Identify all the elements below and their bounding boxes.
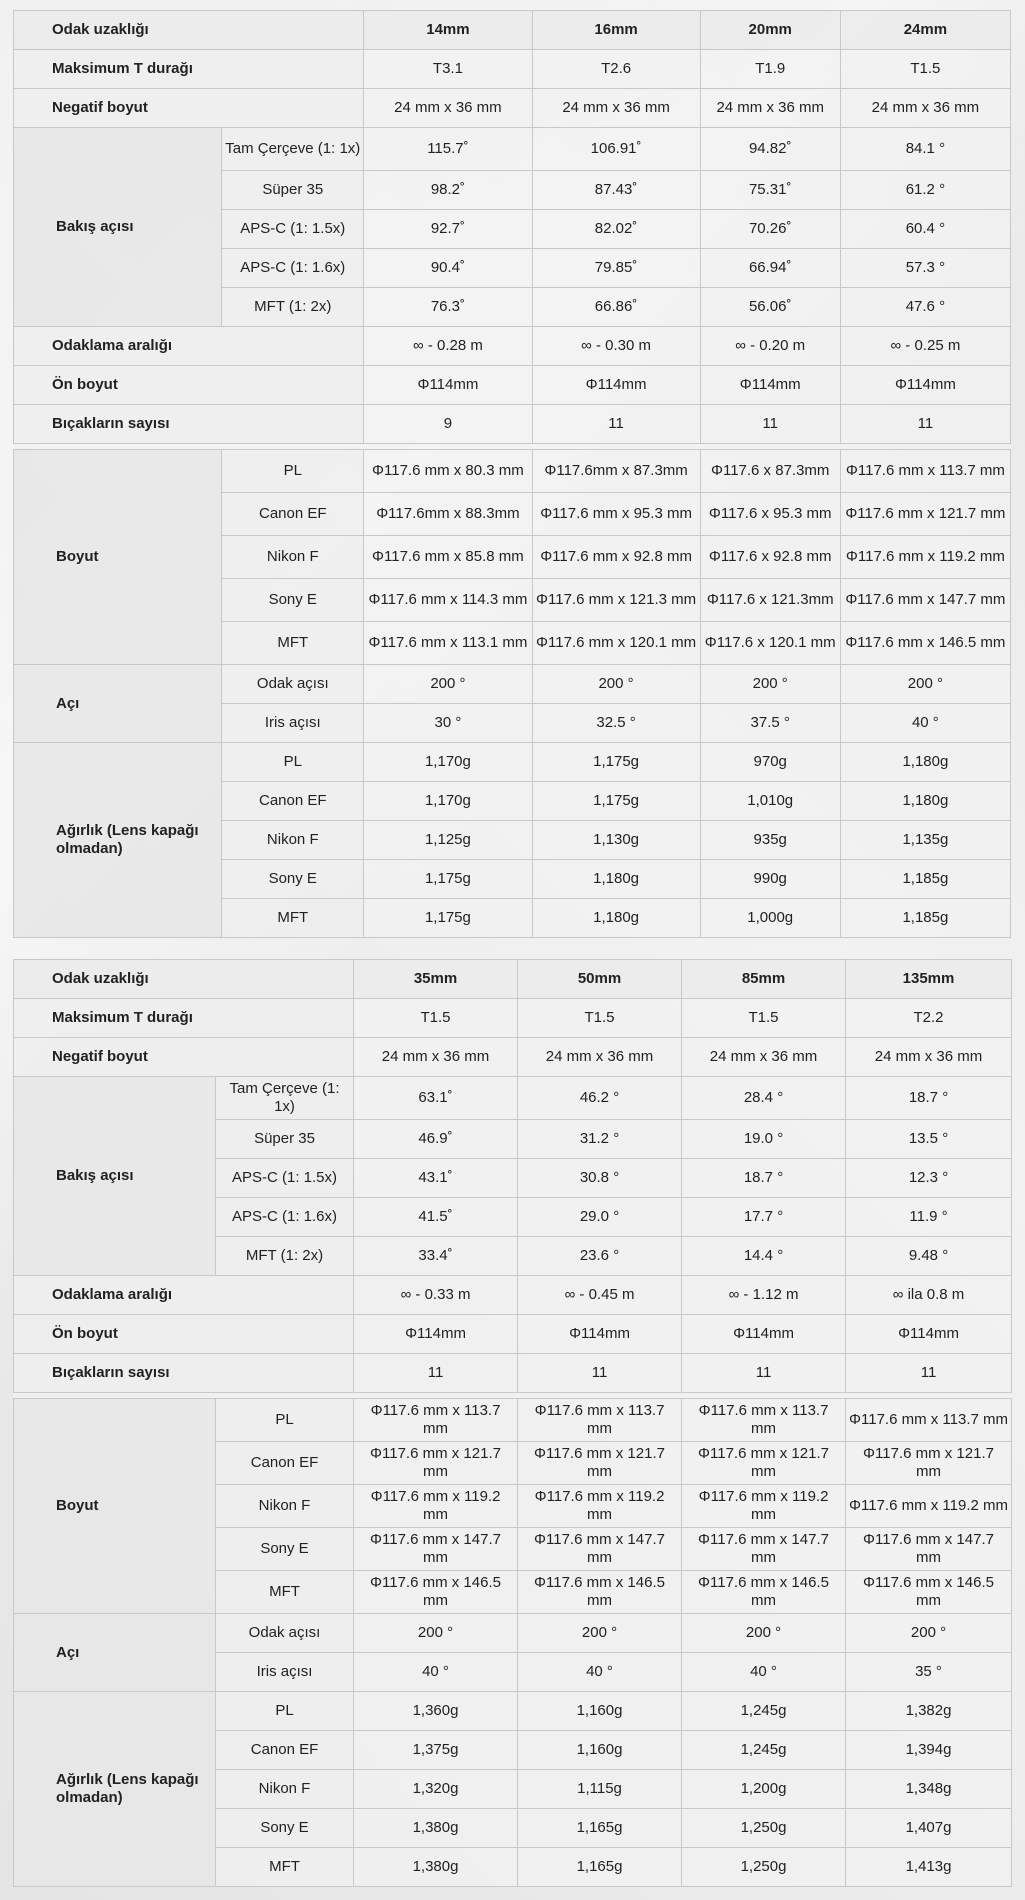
group-label-angle: Açı [14, 665, 222, 743]
cell: 1,407g [846, 1809, 1012, 1848]
focal-length-header: Odak uzaklığı [14, 11, 364, 50]
cell: 24 mm x 36 mm [364, 89, 532, 128]
cell: 40 ° [518, 1653, 682, 1692]
cell: 1,115g [518, 1770, 682, 1809]
cell: T1.5 [682, 999, 846, 1038]
cell: 1,348g [846, 1770, 1012, 1809]
cell: 75.31˚ [700, 171, 840, 210]
cell: 1,320g [354, 1770, 518, 1809]
cell: Φ117.6 mm x 92.8 mm [532, 536, 700, 579]
cell: Φ114mm [518, 1315, 682, 1354]
cell: 32.5 ° [532, 704, 700, 743]
cell: 1,130g [532, 821, 700, 860]
cell: 82.02˚ [532, 210, 700, 249]
angle-of-view-row [14, 1077, 1012, 1120]
sub-label: APS-C (1: 1.5x) [216, 1159, 354, 1198]
cell: 1,250g [682, 1848, 846, 1887]
sub-label: Canon EF [222, 493, 364, 536]
cell: 12.3 ° [846, 1159, 1012, 1198]
group-label-weight: Ağırlık (Lens kapağı olmadan) [14, 1692, 216, 1887]
sub-label: Canon EF [216, 1442, 354, 1485]
lens-column-header: 24mm [840, 11, 1010, 50]
cell: 46.2 ° [518, 1077, 682, 1120]
sub-label: PL [222, 450, 364, 493]
group-label-size: Boyut [14, 450, 222, 665]
cell: 60.4 ° [840, 210, 1010, 249]
cell: Φ117.6 mm x 147.7 mm [846, 1528, 1012, 1571]
cell: 1,000g [700, 899, 840, 938]
cell: 1,245g [682, 1731, 846, 1770]
sub-label: MFT [216, 1848, 354, 1887]
sub-label: Sony E [216, 1809, 354, 1848]
cell: Φ117.6 x 87.3mm [700, 450, 840, 493]
cell: 1,175g [532, 743, 700, 782]
cell: 24 mm x 36 mm [682, 1038, 846, 1077]
row-label: Ön boyut [14, 1315, 354, 1354]
cell: 1,413g [846, 1848, 1012, 1887]
sub-label: Canon EF [222, 782, 364, 821]
cell: 1,180g [840, 782, 1010, 821]
group-label-angle: Açı [14, 1614, 216, 1692]
cell: 30.8 ° [518, 1159, 682, 1198]
cell: 11 [518, 1354, 682, 1393]
lens-column-header: 85mm [682, 960, 846, 999]
cell: Φ117.6 mm x 113.1 mm [364, 622, 532, 665]
spec-table-2 [13, 959, 1012, 1887]
cell: T3.1 [364, 50, 532, 89]
cell: 200 ° [364, 665, 532, 704]
cell: Φ117.6 mm x 146.5 mm [840, 622, 1010, 665]
cell: Φ117.6 mm x 120.1 mm [532, 622, 700, 665]
cell: ∞ - 0.45 m [518, 1276, 682, 1315]
cell: Φ117.6 mm x 146.5 mm [518, 1571, 682, 1614]
cell: Φ117.6 x 121.3mm [700, 579, 840, 622]
cell: 11 [700, 405, 840, 444]
sub-label: PL [216, 1692, 354, 1731]
cell: 1,185g [840, 860, 1010, 899]
sub-label: Nikon F [222, 536, 364, 579]
cell: Φ117.6 x 120.1 mm [700, 622, 840, 665]
cell: 24 mm x 36 mm [846, 1038, 1012, 1077]
cell: Φ114mm [364, 366, 532, 405]
cell: Φ117.6 mm x 147.7 mm [518, 1528, 682, 1571]
sub-label: Nikon F [222, 821, 364, 860]
cell: Φ117.6 mm x 121.7 mm [846, 1442, 1012, 1485]
cell: Φ114mm [840, 366, 1010, 405]
cell: T1.9 [700, 50, 840, 89]
cell: 1,160g [518, 1692, 682, 1731]
cell: 47.6 ° [840, 288, 1010, 327]
cell: Φ117.6 mm x 95.3 mm [532, 493, 700, 536]
cell: 1,245g [682, 1692, 846, 1731]
cell: 115.7˚ [364, 128, 532, 171]
cell: 90.4˚ [364, 249, 532, 288]
cell: 106.91˚ [532, 128, 700, 171]
cell: 31.2 ° [518, 1120, 682, 1159]
cell: 9.48 ° [846, 1237, 1012, 1276]
row-label: Maksimum T durağı [14, 999, 354, 1038]
cell: 18.7 ° [846, 1077, 1012, 1120]
cell: Φ117.6 mm x 80.3 mm [364, 450, 532, 493]
cell: T2.6 [532, 50, 700, 89]
row-label: Bıçakların sayısı [14, 1354, 354, 1393]
cell: 200 ° [846, 1614, 1012, 1653]
cell: ∞ - 1.12 m [682, 1276, 846, 1315]
cell: 92.7˚ [364, 210, 532, 249]
cell: 11 [840, 405, 1010, 444]
cell: ∞ - 0.28 m [364, 327, 532, 366]
cell: 57.3 ° [840, 249, 1010, 288]
cell: T1.5 [354, 999, 518, 1038]
cell: ∞ - 0.33 m [354, 1276, 518, 1315]
sub-label: Canon EF [216, 1731, 354, 1770]
focus-range-row [14, 1276, 1012, 1315]
sub-label: APS-C (1: 1.6x) [216, 1198, 354, 1237]
negative-size-row [14, 89, 1011, 128]
cell: 9 [364, 405, 532, 444]
cell: Φ114mm [354, 1315, 518, 1354]
weight-row [14, 743, 1011, 782]
sub-label: MFT (1: 2x) [222, 288, 364, 327]
cell: Φ117.6 mm x 121.7 mm [354, 1442, 518, 1485]
cell: Φ117.6 mm x 113.7 mm [518, 1399, 682, 1442]
cell: 63.1˚ [354, 1077, 518, 1120]
cell: 79.85˚ [532, 249, 700, 288]
cell: 35 ° [846, 1653, 1012, 1692]
cell: Φ117.6 mm x 146.5 mm [846, 1571, 1012, 1614]
group-label-size: Boyut [14, 1399, 216, 1614]
cell: 37.5 ° [700, 704, 840, 743]
cell: 66.86˚ [532, 288, 700, 327]
sub-label: Süper 35 [222, 171, 364, 210]
cell: 84.1 ° [840, 128, 1010, 171]
cell: 1,380g [354, 1848, 518, 1887]
group-label-angle-of-view: Bakış açısı [14, 1077, 216, 1276]
cell: Φ117.6 mm x 119.2 mm [518, 1485, 682, 1528]
cell: 87.43˚ [532, 171, 700, 210]
weight-row [14, 1692, 1012, 1731]
cell: 1,135g [840, 821, 1010, 860]
cell: Φ117.6 x 92.8 mm [700, 536, 840, 579]
cell: 1,375g [354, 1731, 518, 1770]
cell: 970g [700, 743, 840, 782]
cell: Φ117.6 mm x 147.7 mm [354, 1528, 518, 1571]
cell: 11 [682, 1354, 846, 1393]
cell: Φ117.6 mm x 113.7 mm [840, 450, 1010, 493]
lens-column-header: 20mm [700, 11, 840, 50]
cell: 94.82˚ [700, 128, 840, 171]
cell: 1,180g [532, 899, 700, 938]
cell: 1,160g [518, 1731, 682, 1770]
sub-label: MFT [222, 622, 364, 665]
cell: 1,180g [840, 743, 1010, 782]
cell: 1,394g [846, 1731, 1012, 1770]
cell: 1,165g [518, 1809, 682, 1848]
cell: ∞ - 0.20 m [700, 327, 840, 366]
cell: Φ117.6mm x 87.3mm [532, 450, 700, 493]
row-label: Odaklama aralığı [14, 327, 364, 366]
sub-label: Sony E [222, 860, 364, 899]
sub-label: APS-C (1: 1.6x) [222, 249, 364, 288]
group-label-angle-of-view: Bakış açısı [14, 128, 222, 327]
cell: 1,170g [364, 743, 532, 782]
blade-count-row [14, 405, 1011, 444]
sub-label: Sony E [222, 579, 364, 622]
sub-label: Iris açısı [222, 704, 364, 743]
cell: Φ117.6 x 95.3 mm [700, 493, 840, 536]
cell: 1,175g [364, 860, 532, 899]
cell: 40 ° [354, 1653, 518, 1692]
row-label: Negatif boyut [14, 89, 364, 128]
group-label-weight: Ağırlık (Lens kapağı olmadan) [14, 743, 222, 938]
cell: Φ117.6 mm x 146.5 mm [682, 1571, 846, 1614]
cell: 990g [700, 860, 840, 899]
cell: 33.4˚ [354, 1237, 518, 1276]
cell: 200 ° [840, 665, 1010, 704]
cell: 11 [846, 1354, 1012, 1393]
max-t-stop-row [14, 50, 1011, 89]
sub-label: Tam Çerçeve (1: 1x) [222, 128, 364, 171]
cell: Φ117.6 mm x 146.5 mm [354, 1571, 518, 1614]
sub-label: PL [216, 1399, 354, 1442]
cell: 935g [700, 821, 840, 860]
cell: 29.0 ° [518, 1198, 682, 1237]
cell: 24 mm x 36 mm [354, 1038, 518, 1077]
cell: 1,185g [840, 899, 1010, 938]
cell: ∞ - 0.30 m [532, 327, 700, 366]
cell: Φ117.6 mm x 147.7 mm [682, 1528, 846, 1571]
lens-column-header: 35mm [354, 960, 518, 999]
cell: 18.7 ° [682, 1159, 846, 1198]
sub-label: MFT [222, 899, 364, 938]
cell: 200 ° [518, 1614, 682, 1653]
cell: T1.5 [840, 50, 1010, 89]
cell: 1,175g [364, 899, 532, 938]
negative-size-row [14, 1038, 1012, 1077]
angle-of-view-row [14, 128, 1011, 171]
size-row [14, 450, 1011, 493]
cell: Φ117.6 mm x 119.2 mm [846, 1485, 1012, 1528]
row-label: Ön boyut [14, 366, 364, 405]
sub-label: Odak açısı [216, 1614, 354, 1653]
cell: Φ114mm [700, 366, 840, 405]
sub-label: MFT (1: 2x) [216, 1237, 354, 1276]
cell: 40 ° [682, 1653, 846, 1692]
cell: ∞ - 0.25 m [840, 327, 1010, 366]
cell: Φ117.6 mm x 114.3 mm [364, 579, 532, 622]
cell: 200 ° [354, 1614, 518, 1653]
sub-label: MFT [216, 1571, 354, 1614]
cell: 14.4 ° [682, 1237, 846, 1276]
cell: Φ117.6 mm x 113.7 mm [846, 1399, 1012, 1442]
cell: 17.7 ° [682, 1198, 846, 1237]
cell: 24 mm x 36 mm [700, 89, 840, 128]
cell: 1,170g [364, 782, 532, 821]
row-label: Negatif boyut [14, 1038, 354, 1077]
lens-column-header: 135mm [846, 960, 1012, 999]
header-row [14, 11, 1011, 50]
cell: 1,380g [354, 1809, 518, 1848]
sub-label: Tam Çerçeve (1: 1x) [216, 1077, 354, 1120]
cell: 19.0 ° [682, 1120, 846, 1159]
cell: Φ117.6 mm x 121.7 mm [840, 493, 1010, 536]
row-label: Odaklama aralığı [14, 1276, 354, 1315]
cell: Φ117.6mm x 88.3mm [364, 493, 532, 536]
sub-label: PL [222, 743, 364, 782]
cell: 61.2 ° [840, 171, 1010, 210]
cell: Φ117.6 mm x 119.2 mm [682, 1485, 846, 1528]
angle-row [14, 1614, 1012, 1653]
cell: 200 ° [682, 1614, 846, 1653]
cell: 40 ° [840, 704, 1010, 743]
cell: 200 ° [700, 665, 840, 704]
cell: 76.3˚ [364, 288, 532, 327]
cell: Φ117.6 mm x 113.7 mm [682, 1399, 846, 1442]
cell: 30 ° [364, 704, 532, 743]
cell: 24 mm x 36 mm [840, 89, 1010, 128]
angle-row [14, 665, 1011, 704]
cell: 70.26˚ [700, 210, 840, 249]
cell: 24 mm x 36 mm [532, 89, 700, 128]
cell: 1,200g [682, 1770, 846, 1809]
cell: 24 mm x 36 mm [518, 1038, 682, 1077]
sub-label: Iris açısı [216, 1653, 354, 1692]
sub-label: Süper 35 [216, 1120, 354, 1159]
front-size-row [14, 366, 1011, 405]
cell: 200 ° [532, 665, 700, 704]
cell: T1.5 [518, 999, 682, 1038]
sub-label: Nikon F [216, 1485, 354, 1528]
cell: T2.2 [846, 999, 1012, 1038]
row-label: Maksimum T durağı [14, 50, 364, 89]
cell: 1,250g [682, 1809, 846, 1848]
size-row [14, 1399, 1012, 1442]
sub-label: Odak açısı [222, 665, 364, 704]
cell: 13.5 ° [846, 1120, 1012, 1159]
cell: Φ117.6 mm x 113.7 mm [354, 1399, 518, 1442]
cell: 11 [532, 405, 700, 444]
cell: 1,360g [354, 1692, 518, 1731]
cell: 1,165g [518, 1848, 682, 1887]
focus-range-row [14, 327, 1011, 366]
cell: 1,382g [846, 1692, 1012, 1731]
lens-column-header: 14mm [364, 11, 532, 50]
cell: 1,175g [532, 782, 700, 821]
front-size-row [14, 1315, 1012, 1354]
cell: 46.9˚ [354, 1120, 518, 1159]
cell: 1,010g [700, 782, 840, 821]
blade-count-row [14, 1354, 1012, 1393]
cell: ∞ ila 0.8 m [846, 1276, 1012, 1315]
sub-label: APS-C (1: 1.5x) [222, 210, 364, 249]
lens-column-header: 16mm [532, 11, 700, 50]
header-row [14, 960, 1012, 999]
cell: Φ117.6 mm x 121.7 mm [518, 1442, 682, 1485]
lens-column-header: 50mm [518, 960, 682, 999]
focal-length-header: Odak uzaklığı [14, 960, 354, 999]
cell: 1,180g [532, 860, 700, 899]
sub-label: Sony E [216, 1528, 354, 1571]
cell: 28.4 ° [682, 1077, 846, 1120]
cell: 66.94˚ [700, 249, 840, 288]
cell: 56.06˚ [700, 288, 840, 327]
cell: Φ114mm [682, 1315, 846, 1354]
cell: Φ117.6 mm x 119.2 mm [840, 536, 1010, 579]
sub-label: Nikon F [216, 1770, 354, 1809]
cell: 1,125g [364, 821, 532, 860]
cell: Φ114mm [532, 366, 700, 405]
cell: Φ117.6 mm x 147.7 mm [840, 579, 1010, 622]
cell: 23.6 ° [518, 1237, 682, 1276]
cell: 11.9 ° [846, 1198, 1012, 1237]
cell: Φ117.6 mm x 119.2 mm [354, 1485, 518, 1528]
cell: 98.2˚ [364, 171, 532, 210]
max-t-stop-row [14, 999, 1012, 1038]
row-label: Bıçakların sayısı [14, 405, 364, 444]
cell: Φ117.6 mm x 85.8 mm [364, 536, 532, 579]
cell: Φ117.6 mm x 121.3 mm [532, 579, 700, 622]
spec-table-1 [13, 10, 1011, 938]
cell: 11 [354, 1354, 518, 1393]
cell: 41.5˚ [354, 1198, 518, 1237]
cell: Φ114mm [846, 1315, 1012, 1354]
cell: Φ117.6 mm x 121.7 mm [682, 1442, 846, 1485]
cell: 43.1˚ [354, 1159, 518, 1198]
